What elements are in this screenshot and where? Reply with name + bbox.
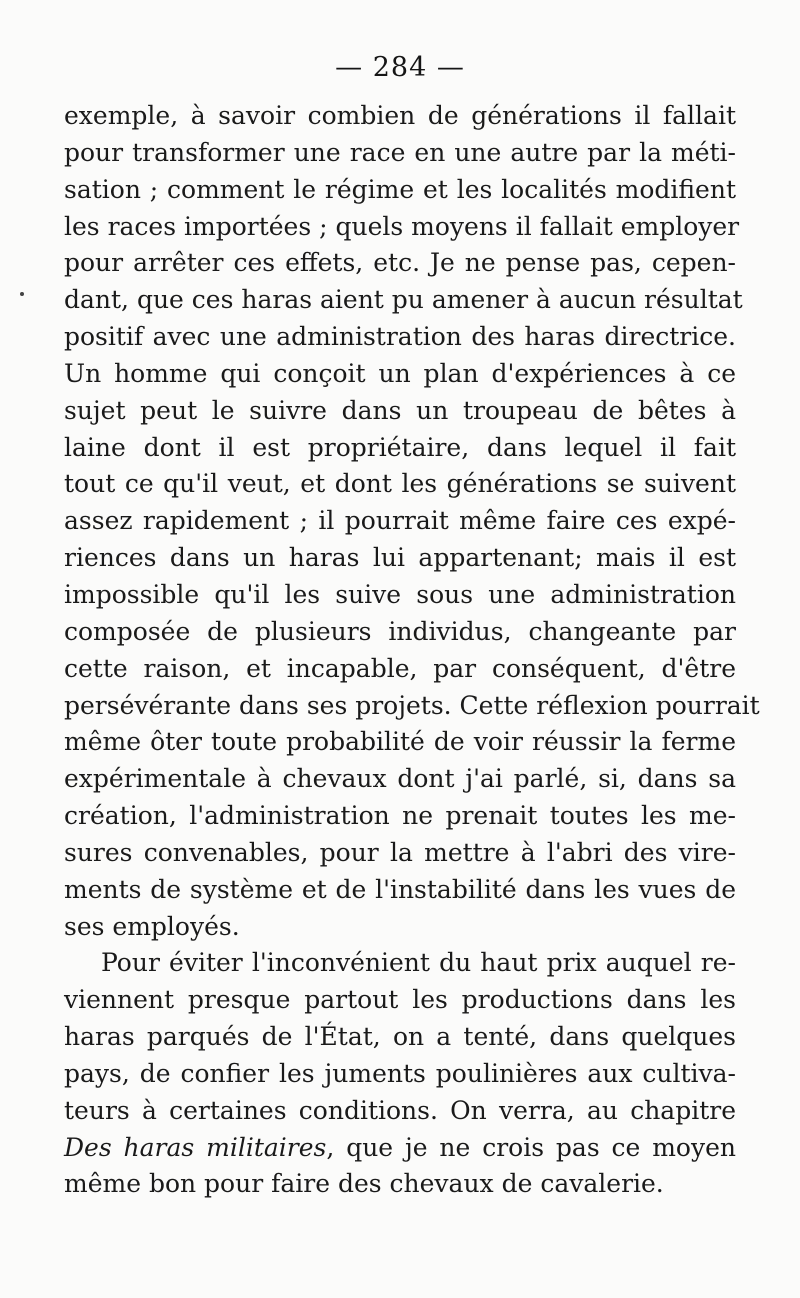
paragraph-2 [64,945,736,1203]
text-line: impossible qu'il les suive sous une administration [64,579,736,609]
margin-speck [20,292,24,296]
body-text [64,98,760,1203]
text-line: tout ce qu'il veut, et dont les générations se suivent [64,469,736,499]
text-line: composée de plusieurs individus, changeante par [64,616,736,646]
text-line: exemple, à savoir combien de générations il fallait [64,101,736,130]
text-line-rest: , que je ne crois pas ce moyen [326,1132,737,1162]
text-line: sation ; comment le régime et les localités modifient [64,174,736,204]
text-line: même ôter toute probabilité de voir réussir la ferme [64,727,736,757]
text-line: pour transformer une race en une autre par la méti- [64,137,736,167]
text-line: riences dans un haras lui appartenant; mais il est [64,543,736,573]
text-line: assez rapidement ; il pourrait même faire ces expé- [64,506,736,536]
text-line: même bon pour faire des chevaux de cavalerie. [64,1169,664,1199]
text-line: viennent presque partout les productions dans les [64,985,736,1015]
text-line: teurs à certaines conditions. On verra, au chapitre [64,1095,736,1125]
italic-chapter-title: Des haras militaires [64,1132,327,1162]
text-line: haras parqués de l'État, on a tenté, dans quelques [64,1022,736,1052]
text-line: ses employés. [64,911,240,941]
text-line: ments de système et de l'instabilité dans les vues de [64,874,736,904]
text-line: positif avec une administration des haras directrice. [64,322,736,352]
text-line: pour arrêter ces effets, etc. Je ne pense pas, cepen- [64,248,736,278]
text-line-mixed [64,1130,736,1167]
text-line: laine dont il est propriétaire, dans lequel il fait [64,432,736,462]
text-line: sujet peut le suivre dans un troupeau de bêtes à [64,395,736,425]
paragraph-1 [64,98,760,945]
text-line: pays, de confier les juments poulinières aux cultiva- [64,1058,736,1088]
text-line: sures convenables, pour la mettre à l'abri des vire- [64,837,736,867]
text-line: persévérante dans ses projets. Cette réflexion pourrait [64,690,760,720]
text-line: dant, que ces haras aient pu amener à aucun résultat [64,285,743,315]
text-line: les races importées ; quels moyens il fallait employer [64,211,740,241]
page-number: — 284 — [335,52,465,83]
text-line: cette raison, et incapable, par conséquent, d'être [64,653,736,683]
text-line: création, l'administration ne prenait toutes les me- [64,801,736,831]
text-line: expérimentale à chevaux dont j'ai parlé, si, dans sa [64,764,736,794]
text-line: Un homme qui conçoit un plan d'expériences à ce [64,358,736,388]
text-line: Pour éviter l'inconvénient du haut prix auquel re- [101,948,736,978]
